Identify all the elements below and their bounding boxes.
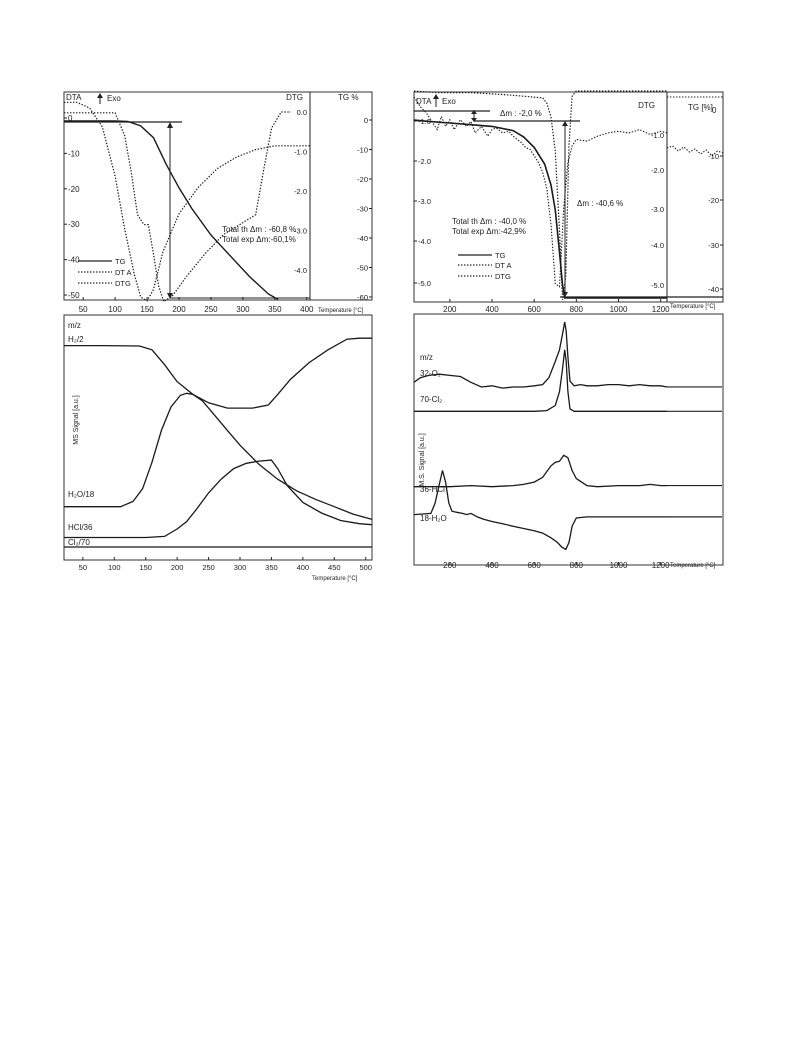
x-axis-label: Temperature [°C] bbox=[318, 308, 364, 314]
tg-tick-label: -30 bbox=[708, 241, 719, 250]
ms-series bbox=[414, 322, 667, 388]
x-tick-label: 250 bbox=[202, 563, 215, 572]
tg-label: TG % bbox=[338, 93, 359, 102]
ms-series bbox=[64, 338, 372, 408]
y-axis-label: M.S. Signal [a.u.] bbox=[419, 433, 426, 487]
left-tick-label: -10 bbox=[68, 149, 80, 159]
legend-label: DT A bbox=[115, 268, 132, 277]
series-tg bbox=[414, 120, 667, 298]
tg-tick-label: -60 bbox=[357, 293, 368, 302]
dtg-label: DTG bbox=[638, 101, 655, 110]
tg-tick-label: 0 bbox=[363, 116, 368, 125]
tg-tick-label: -30 bbox=[357, 204, 368, 214]
x-tick-label: 600 bbox=[527, 305, 541, 314]
legend-label: DT A bbox=[495, 261, 512, 270]
series-label-cl2: 70-Cl₂ bbox=[420, 395, 443, 404]
x-tick-label: 400 bbox=[300, 305, 314, 314]
x-tick-label: 1000 bbox=[609, 561, 628, 570]
x-tick-label: 200 bbox=[172, 305, 186, 314]
x-tick-label: 100 bbox=[108, 305, 122, 314]
tg-tick-label: -50 bbox=[357, 263, 368, 273]
dtg-tick-label: -4.0 bbox=[418, 237, 431, 246]
x-tick-label: 50 bbox=[78, 305, 88, 314]
legend-label: TG bbox=[495, 251, 506, 260]
legend-label: DTG bbox=[115, 279, 131, 288]
tg-zero-label: 0 bbox=[712, 106, 717, 115]
tgpct-tick-label: -1.0 bbox=[651, 131, 664, 140]
dta-label: DTA bbox=[416, 97, 432, 106]
x-axis-label: Temperature [°C] bbox=[312, 576, 358, 582]
dtg-tick-label: -1.0 bbox=[294, 147, 307, 157]
series-label-hcl: 36-HCl bbox=[420, 485, 445, 494]
x-tick-label: 400 bbox=[296, 563, 310, 572]
x-tick-label: 1000 bbox=[609, 305, 628, 314]
tg-tick-label: -40 bbox=[708, 285, 719, 294]
annotation-total-exp: Total exp Δm:-42,9% bbox=[452, 227, 526, 236]
x-tick-label: 400 bbox=[485, 305, 499, 314]
dtg-tick-label: -3.0 bbox=[418, 197, 431, 206]
x-tick-label: 500 bbox=[359, 563, 372, 572]
x-tick-label: 800 bbox=[569, 305, 584, 314]
left-tick-label: -40 bbox=[68, 255, 80, 265]
series-label-h2o: H₂O/18 bbox=[68, 490, 95, 499]
tgpct-tick-label: -2.0 bbox=[651, 166, 664, 175]
exo-arrow-head bbox=[433, 94, 439, 99]
legend-label: DTG bbox=[495, 272, 511, 281]
ms-series bbox=[414, 471, 667, 550]
panel-left-top bbox=[64, 92, 372, 314]
exo-label: Exo bbox=[107, 94, 121, 103]
annotation-dm1: Δm : -2,0 % bbox=[500, 109, 542, 118]
x-axis-label: Temperature [°C] bbox=[670, 304, 716, 310]
x-tick-label: 400 bbox=[485, 561, 499, 570]
panel-right-bottom bbox=[414, 314, 723, 570]
dtg-label: DTG bbox=[286, 93, 303, 102]
series-dtg bbox=[414, 91, 667, 300]
dtg-tick-label: -2.0 bbox=[418, 157, 431, 166]
x-tick-label: 50 bbox=[78, 563, 88, 572]
x-tick-label: 1200 bbox=[651, 305, 670, 314]
x-tick-label: 200 bbox=[443, 561, 457, 570]
mz-label: m/z bbox=[420, 353, 433, 362]
x-tick-label: 300 bbox=[233, 563, 247, 572]
tgpct-tick-label: -5.0 bbox=[651, 281, 664, 290]
dm-arrow-head-top bbox=[167, 122, 173, 128]
series-dtg bbox=[64, 112, 291, 302]
dm2-arrow-head-top bbox=[562, 121, 568, 126]
dtg-tick-label: -1.0 bbox=[418, 117, 431, 126]
tg-tick-label: -40 bbox=[357, 234, 368, 243]
dtg-tick-label: -4.0 bbox=[294, 266, 307, 275]
annotation-total-th: Total th Δm : -60,8 % bbox=[222, 225, 297, 234]
x-tick-label: 150 bbox=[139, 563, 152, 572]
x-tick-label: 800 bbox=[569, 561, 584, 570]
legend-label: TG bbox=[115, 257, 126, 266]
dtg-tick-label: -5.0 bbox=[418, 279, 431, 288]
series-tg bbox=[64, 121, 278, 300]
panel-left-bottom bbox=[64, 315, 372, 582]
ms-series bbox=[64, 393, 372, 519]
x-tick-label: 350 bbox=[265, 563, 278, 572]
tg-tick-label: -10 bbox=[357, 145, 368, 155]
x-tick-label: 1200 bbox=[651, 561, 670, 570]
exo-label: Exo bbox=[442, 97, 456, 106]
tg-tick-label: -20 bbox=[708, 196, 719, 205]
series-dta bbox=[414, 97, 667, 287]
x-tick-label: 200 bbox=[443, 305, 457, 314]
annotation-dm2: Δm : -40,6 % bbox=[577, 199, 624, 208]
dtg-tick-label: 0.0 bbox=[296, 108, 307, 117]
left-tick-label: -20 bbox=[68, 184, 80, 194]
left-tick-label: -50 bbox=[68, 291, 80, 300]
panel-right-top bbox=[414, 91, 723, 314]
plot-frame bbox=[64, 92, 372, 300]
x-tick-label: 200 bbox=[170, 563, 184, 572]
x-tick-label: 150 bbox=[140, 305, 154, 314]
dta-label: DTA bbox=[66, 93, 82, 102]
mz-label: m/z bbox=[68, 321, 81, 330]
x-axis-label: Temperature [°C] bbox=[670, 563, 716, 569]
annotation-total-exp: Total exp Δm:-60,1% bbox=[222, 235, 296, 244]
ms-series bbox=[414, 350, 667, 412]
tgpct-tick-label: -4.0 bbox=[651, 241, 664, 250]
tgpct-tick-label: -3.0 bbox=[651, 205, 664, 214]
left-tick-label: -30 bbox=[68, 220, 80, 230]
ms-series bbox=[64, 460, 372, 537]
left-tick-label: 0 bbox=[68, 114, 73, 123]
series-label-hcl: HCl/36 bbox=[68, 523, 93, 532]
ms-series bbox=[414, 455, 667, 486]
tg-label: TG [%] bbox=[688, 103, 713, 112]
x-tick-label: 600 bbox=[527, 561, 541, 570]
y-axis-label: MS Signal [a.u.] bbox=[73, 395, 80, 445]
dtg-tick-label: -2.0 bbox=[294, 187, 307, 196]
plot-frame bbox=[414, 314, 723, 565]
annotation-total-th: Total th Δm : -40,0 % bbox=[452, 217, 527, 226]
exo-arrow-head bbox=[97, 93, 103, 98]
series-label-h2o: 18-H₂O bbox=[420, 514, 447, 523]
figure-root bbox=[64, 91, 723, 582]
x-tick-label: 450 bbox=[328, 563, 341, 572]
series-label-h2: H₂/2 bbox=[68, 335, 84, 344]
x-tick-label: 350 bbox=[268, 305, 282, 314]
dtg-tick-label: -3.0 bbox=[294, 226, 307, 236]
tg-tick-label: -10 bbox=[708, 152, 719, 161]
x-tick-label: 250 bbox=[204, 305, 218, 314]
x-tick-label: 100 bbox=[108, 563, 121, 572]
series-label-o2: 32-O₂ bbox=[420, 369, 441, 378]
x-tick-label: 300 bbox=[236, 305, 250, 314]
tg-tick-label: -20 bbox=[357, 175, 368, 184]
series-label-cl2: Cl₂/70 bbox=[68, 538, 90, 547]
